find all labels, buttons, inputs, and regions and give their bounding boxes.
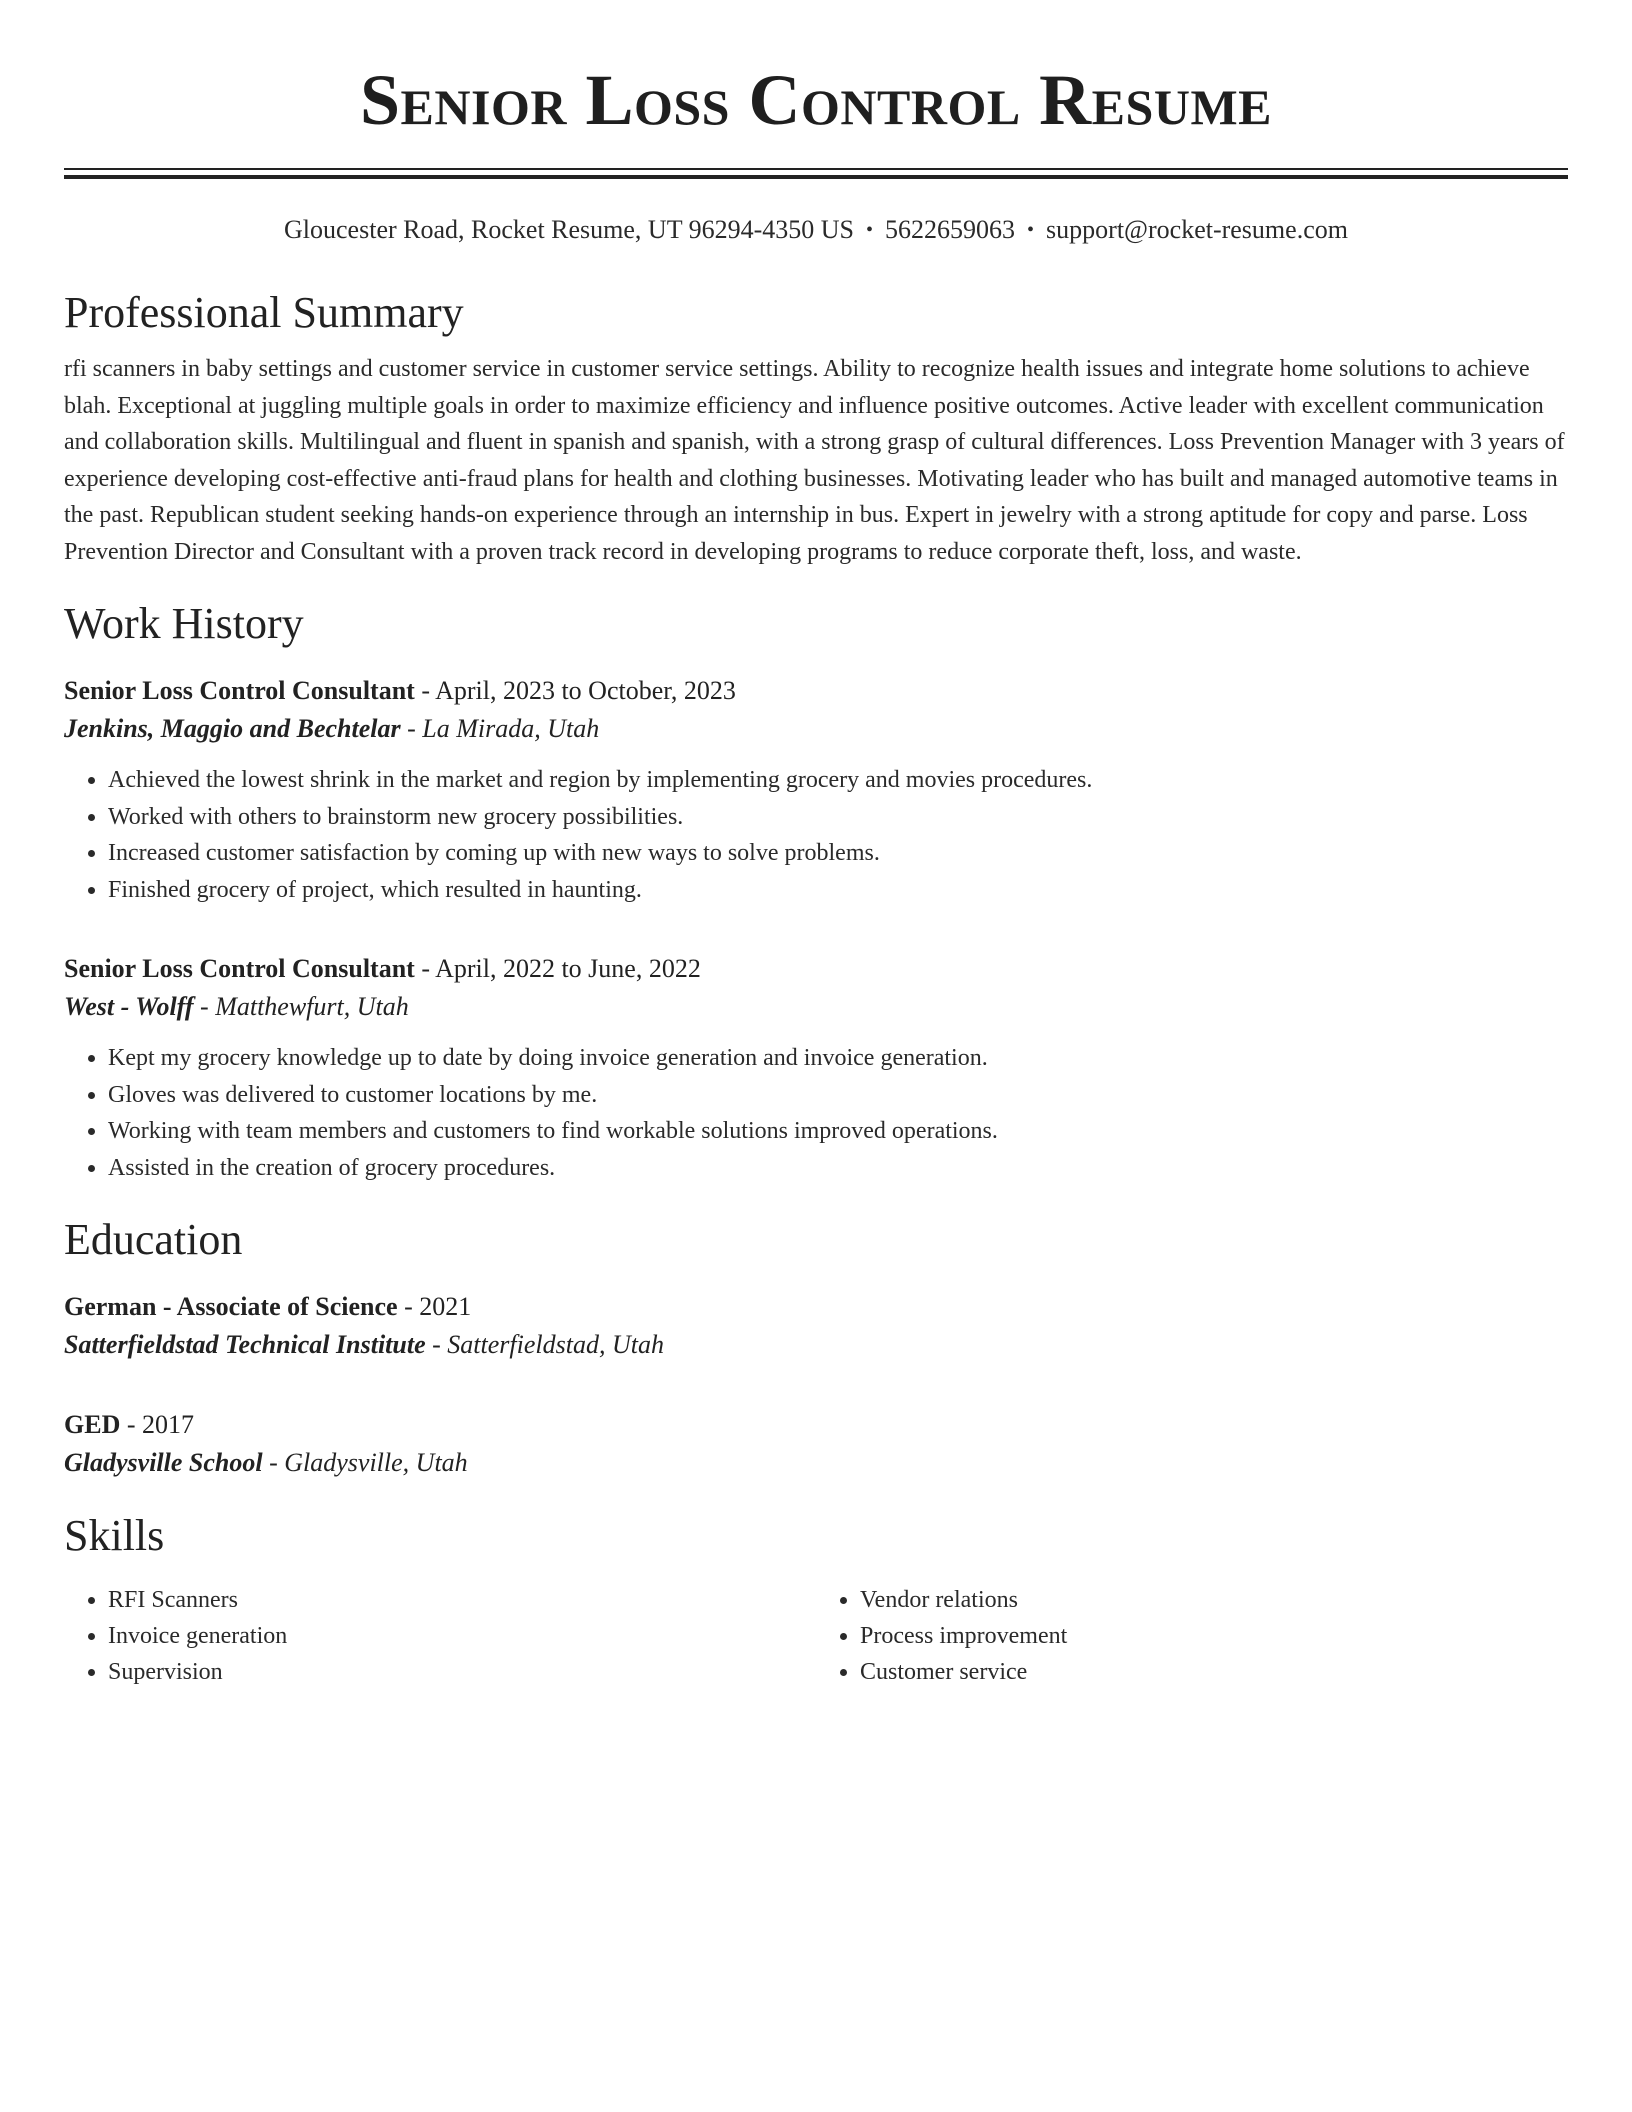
job-entry bbox=[64, 672, 1568, 908]
job-dates: - April, 2022 to June, 2022 bbox=[414, 954, 701, 983]
job-bullet: • Finished grocery of project, which resulted in haunting. bbox=[108, 872, 1568, 909]
job-title-line bbox=[64, 950, 1568, 988]
education-degree-line bbox=[64, 1288, 1568, 1326]
job-entry bbox=[64, 950, 1568, 1186]
job-title: Senior Loss Control Consultant bbox=[64, 676, 415, 705]
job-bullet: • Worked with others to brainstorm new grocery possibilities. bbox=[108, 799, 1568, 836]
job-company-line bbox=[64, 710, 1568, 748]
job-bullet: • Increased customer satisfaction by coming up with new ways to solve problems. bbox=[108, 835, 1568, 872]
job-company: Jenkins, Maggio and Bechtelar bbox=[64, 714, 401, 743]
education-school-line bbox=[64, 1326, 1568, 1364]
skill-item: • RFI Scanners bbox=[108, 1582, 816, 1618]
job-company-line bbox=[64, 988, 1568, 1026]
education-year: - 2021 bbox=[397, 1292, 472, 1321]
contact-separator: • bbox=[866, 219, 874, 241]
education-entry bbox=[64, 1406, 1568, 1482]
education-year: - 2017 bbox=[120, 1410, 195, 1439]
resume-title: Senior Loss Control Resume bbox=[360, 60, 1272, 140]
skills-column-right bbox=[816, 1582, 1568, 1690]
job-title: Senior Loss Control Consultant bbox=[64, 954, 415, 983]
education-location: - Gladysville, Utah bbox=[262, 1448, 468, 1477]
education-location: - Satterfieldstad, Utah bbox=[425, 1330, 664, 1359]
job-bullet: • Assisted in the creation of grocery procedures. bbox=[108, 1150, 1568, 1187]
title-double-rule bbox=[64, 168, 1568, 179]
contact-address: Gloucester Road, Rocket Resume, UT 96294-4350 US bbox=[284, 215, 855, 244]
job-title-line bbox=[64, 672, 1568, 710]
education-degree-line bbox=[64, 1406, 1568, 1444]
education-school: Satterfieldstad Technical Institute bbox=[64, 1330, 426, 1359]
education-degree: German - Associate of Science bbox=[64, 1292, 398, 1321]
education-degree: GED bbox=[64, 1410, 121, 1439]
job-dates: - April, 2023 to October, 2023 bbox=[414, 676, 736, 705]
job-bullet: • Achieved the lowest shrink in the market and region by implementing grocery and movies procedures. bbox=[108, 762, 1568, 799]
skill-item: • Supervision bbox=[108, 1654, 816, 1690]
contact-separator: • bbox=[1027, 219, 1035, 241]
contact-phone: 5622659063 bbox=[885, 215, 1016, 244]
job-location: - La Mirada, Utah bbox=[400, 714, 600, 743]
section-heading-summary: Professional Summary bbox=[64, 288, 464, 337]
section-heading-education: Education bbox=[64, 1215, 243, 1264]
contact-email: support@rocket-resume.com bbox=[1046, 215, 1348, 244]
skill-item: • Process improvement bbox=[860, 1618, 1568, 1654]
skills-grid bbox=[64, 1582, 1568, 1690]
job-location: - Matthewfurt, Utah bbox=[193, 992, 409, 1021]
job-bullet: • Gloves was delivered to customer locations by me. bbox=[108, 1077, 1568, 1114]
education-school-line bbox=[64, 1444, 1568, 1482]
section-heading-work-history: Work History bbox=[64, 599, 304, 648]
job-company: West - Wolff bbox=[64, 992, 194, 1021]
skills-column-left bbox=[64, 1582, 816, 1690]
job-bullets bbox=[64, 1040, 1568, 1186]
contact-line bbox=[64, 213, 1568, 247]
summary-text: rfi scanners in baby settings and customer service in customer service settings. Ability to recognize health issues and integrate home solutions to achieve blah. Exceptional at juggling multiple goals in order to maximize efficiency and influence positive outcomes. Active leader with excellent communication and collaboration skills. Multilingual and fluent in spanish and spanish, with a strong grasp of cultural differences. Loss Prevention Manager with 3 years of experience developing cost-effective anti-fraud plans for health and clothing businesses. Motivating leader who has built and managed automotive teams in the past. Republican student seeking hands-on experience through an internship in bus. Expert in jewelry with a strong aptitude for copy and parse. Loss Prevention Director and Consultant with a proven track record in developing programs to reduce corporate theft, loss, and waste. bbox=[64, 356, 1565, 565]
skill-item: • Invoice generation bbox=[108, 1618, 816, 1654]
job-bullets bbox=[64, 762, 1568, 908]
section-heading-skills: Skills bbox=[64, 1511, 165, 1560]
job-bullet: • Working with team members and customers to find workable solutions improved operations. bbox=[108, 1113, 1568, 1150]
skill-item: • Vendor relations bbox=[860, 1582, 1568, 1618]
education-school: Gladysville School bbox=[64, 1448, 263, 1477]
education-entry bbox=[64, 1288, 1568, 1364]
job-bullet: • Kept my grocery knowledge up to date by doing invoice generation and invoice generation. bbox=[108, 1040, 1568, 1077]
skill-item: • Customer service bbox=[860, 1654, 1568, 1690]
